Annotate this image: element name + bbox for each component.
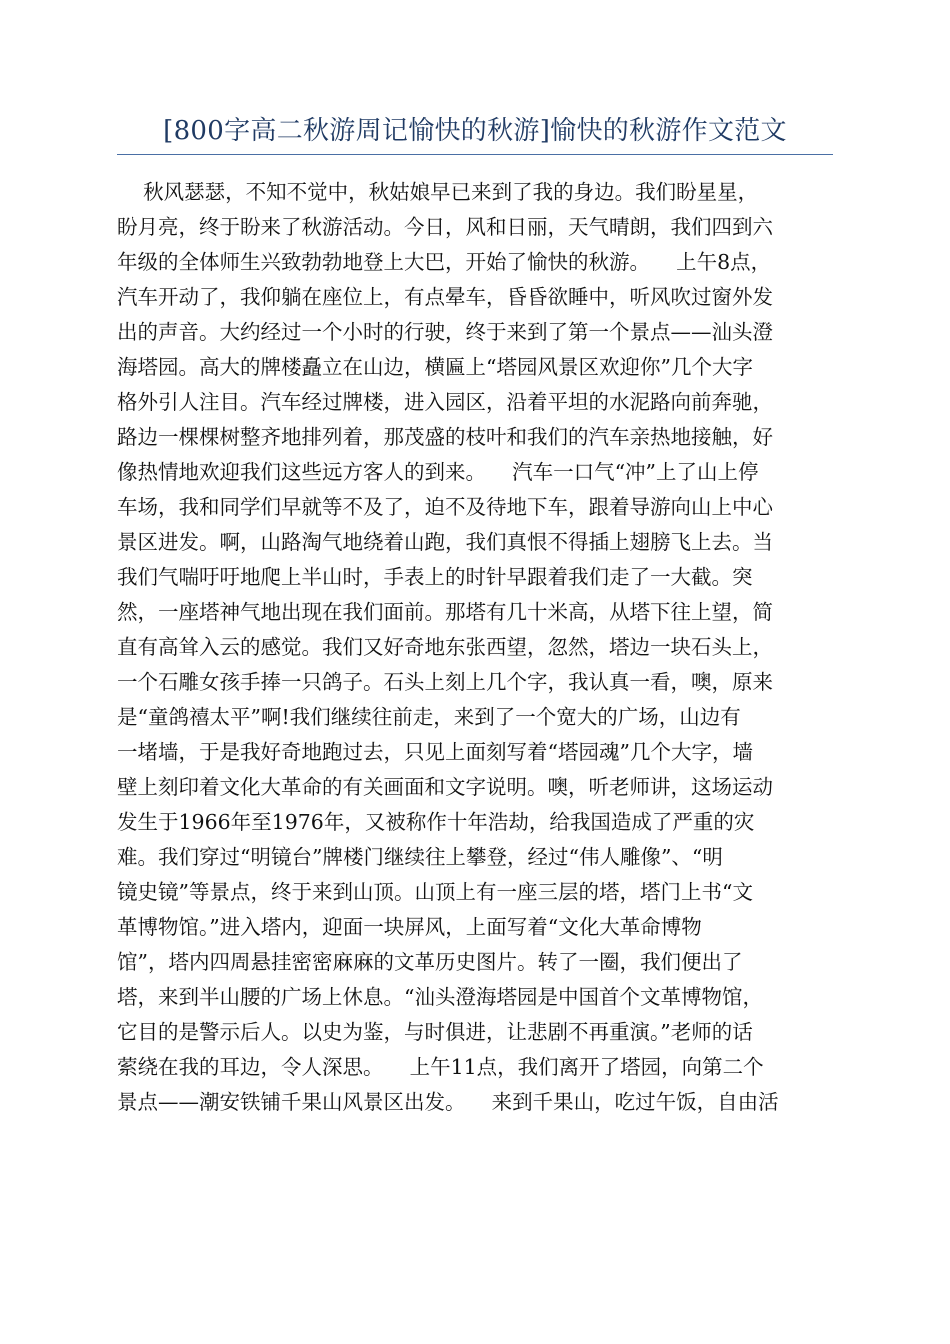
text-line: 它目的是警示后人。以史为鉴，与时俱进，让悲剧不再重演。”老师的话 (117, 1020, 753, 1044)
text-line: 革博物馆。”进入塔内，迎面一块屏风，上面写着“文化大革命博物 (117, 915, 702, 939)
text-line: 秋风瑟瑟，不知不觉中，秋姑娘早已来到了我的身边。我们盼星星， (117, 180, 759, 204)
text-line: 一堵墙，于是我好奇地跑过去，只见上面刻写着“塔园魂”几个大字，墙 (117, 740, 753, 764)
text-line: 像热情地欢迎我们这些远方客人的到来。 汽车一口气“冲”上了山上停 (117, 460, 759, 484)
page-title: [800字高二秋游周记愉快的秋游]愉快的秋游作文范文 (163, 116, 787, 146)
text-line: 一个石雕女孩手捧一只鸽子。石头上刻上几个字，我认真一看，噢，原来 (117, 670, 773, 694)
article-body (117, 175, 833, 1120)
text-line: 是“童鸽禧太平”啊!我们继续往前走，来到了一个宽大的广场，山边有 (117, 705, 741, 729)
text-line: 景区进发。啊，山路淘气地绕着山跑，我们真恨不得插上翅膀飞上去。当 (117, 530, 773, 554)
text-line: 馆”，塔内四周悬挂密密麻麻的文革历史图片。转了一圈，我们便出了 (117, 950, 743, 974)
title-underline (117, 154, 833, 155)
text-line: 路边一棵棵树整齐地排列着，那茂盛的枝叶和我们的汽车亲热地接触，好 (117, 425, 773, 449)
text-line: 塔，来到半山腰的广场上休息。“汕头澄海塔园是中国首个文革博物馆， (117, 985, 763, 1009)
text-line: 直有高耸入云的感觉。我们又好奇地东张西望，忽然，塔边一块石头上， (117, 635, 773, 659)
text-line: 我们气喘吁吁地爬上半山时，手表上的时针早跟着我们走了一大截。突 (117, 565, 753, 589)
text-line: 发生于1966年至1976年，又被称作十年浩劫，给我国造成了严重的灾 (117, 810, 755, 834)
text-line: 难。我们穿过“明镜台”牌楼门继续往上攀登，经过“伟人雕像”、“明 (117, 845, 723, 869)
text-line: 格外引人注目。汽车经过牌楼，进入园区，沿着平坦的水泥路向前奔驰， (117, 390, 773, 414)
text-line: 海塔园。高大的牌楼矗立在山边，横匾上“塔园风景区欢迎你”几个大字 (117, 355, 753, 379)
text-line: 然，一座塔神气地出现在我们面前。那塔有几十米高，从塔下往上望，简 (117, 600, 773, 624)
text-line: 车场，我和同学们早就等不及了，迫不及待地下车，跟着导游向山上中心 (117, 495, 773, 519)
text-line: 萦绕在我的耳边，令人深思。 上午11点，我们离开了塔园，向第二个 (117, 1055, 764, 1079)
text-line: 出的声音。大约经过一个小时的行驶，终于来到了第一个景点——汕头澄 (117, 320, 773, 344)
text-line: 盼月亮，终于盼来了秋游活动。今日，风和日丽，天气晴朗，我们四到六 (117, 215, 773, 239)
text-line: 壁上刻印着文化大革命的有关画面和文字说明。噢，听老师讲，这场运动 (117, 775, 773, 799)
text-line: 年级的全体师生兴致勃勃地登上大巴，开始了愉快的秋游。 上午8点， (117, 250, 772, 274)
text-line: 景点——潮安铁铺千果山风景区出发。 来到千果山，吃过午饭，自由活 (117, 1090, 779, 1114)
text-line: 镜史镜”等景点，终于来到山顶。山顶上有一座三层的塔，塔门上书“文 (117, 880, 753, 904)
text-line: 汽车开动了，我仰躺在座位上，有点晕车，昏昏欲睡中，听风吹过窗外发 (117, 285, 773, 309)
